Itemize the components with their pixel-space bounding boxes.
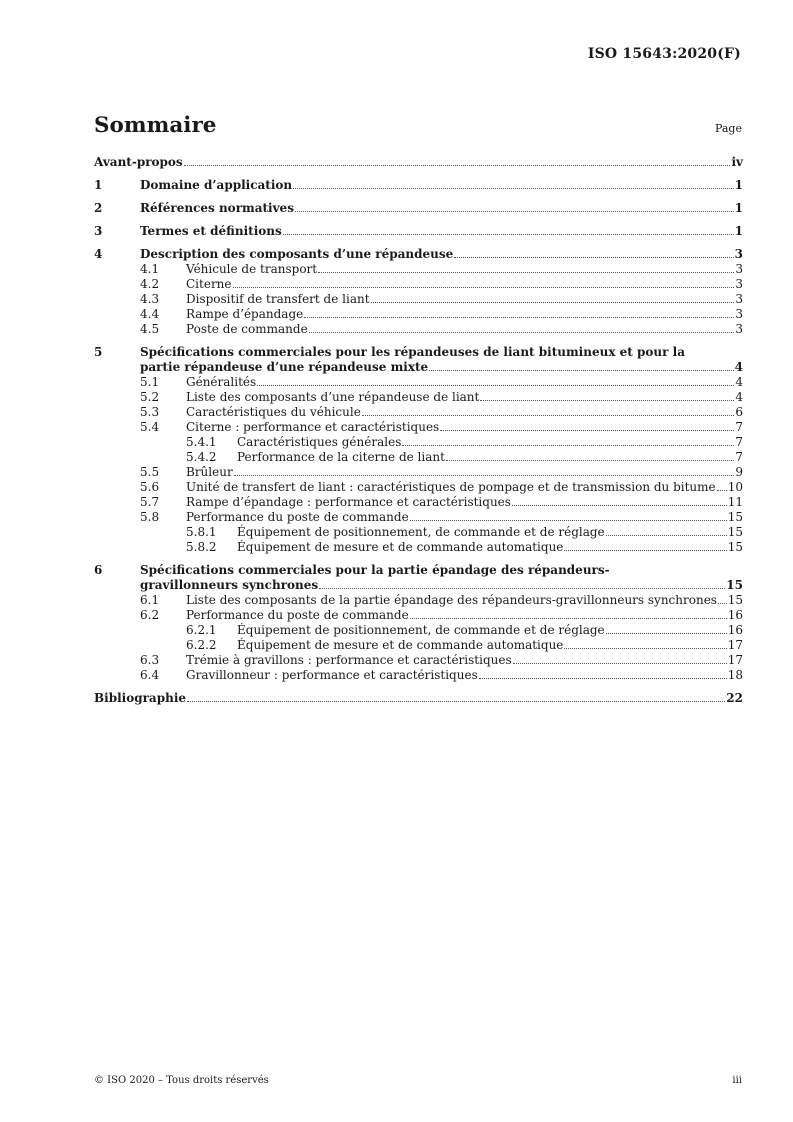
toc-entry-5-6[interactable] (94, 480, 743, 495)
toc-entry-number: 6.3 (140, 653, 160, 667)
toc-entry-5-2[interactable] (94, 390, 743, 405)
toc-entry-page: 16 (727, 608, 743, 622)
toc-entry-number: 6.4 (140, 668, 160, 682)
toc-entry-number: 5.8.1 (186, 525, 217, 539)
toc-entry-4[interactable] (94, 247, 743, 262)
toc-entry-text: Spécifications commerciales pour les répandeuses de liant bitumineux et pour la (140, 345, 685, 359)
toc-entry-3[interactable] (94, 224, 743, 239)
dot-leader (234, 465, 735, 476)
title-row (94, 113, 742, 138)
footer-copyright: © ISO 2020 – Tous droits réservés (94, 1075, 269, 1086)
toc-entry-6-2-2[interactable] (94, 638, 743, 653)
toc-entry-text: Véhicule de transport (186, 262, 318, 276)
toc-entry-text: Caractéristiques générales (237, 435, 402, 449)
toc-entry-number: 5.3 (140, 405, 160, 419)
toc-entry-5-7[interactable] (94, 495, 743, 510)
toc-entry-text: Avant-propos (94, 155, 183, 169)
toc-entry-2[interactable] (94, 201, 743, 216)
toc-entry-number: 5.6 (140, 480, 160, 494)
toc-entry-text: Brûleur (186, 465, 233, 479)
toc-entry-text: Équipement de mesure et de commande automatique (237, 540, 564, 554)
toc-entry-page: 15 (727, 540, 743, 554)
toc-entry-number: 5.1 (140, 375, 160, 389)
toc-entry-page: 4 (734, 360, 743, 374)
dot-leader (717, 480, 727, 491)
toc-entry-6-4[interactable] (94, 668, 743, 683)
toc-entry-text: Description des composants d’une répandeuse (140, 247, 454, 261)
dot-leader (319, 578, 725, 589)
page-column-label: Page (714, 122, 742, 135)
toc-entry-text: Liste des composants de la partie épandage des répandeurs-gravillonneurs synchrones (186, 593, 717, 607)
dot-leader (410, 608, 727, 619)
toc-entry-page: 7 (735, 435, 743, 449)
toc-entry-text: Équipement de positionnement, de commande et de réglage (237, 623, 605, 637)
dot-leader (410, 510, 727, 521)
dot-leader (440, 420, 734, 431)
toc-entry-text: Rampe d’épandage : performance et caractéristiques (186, 495, 511, 509)
page-title: Sommaire (94, 113, 217, 138)
toc-entry-page: 3 (735, 292, 743, 306)
toc-entry-number: 5.4.2 (186, 450, 217, 464)
toc-entry-page: 9 (735, 465, 743, 479)
toc-entry-5[interactable] (94, 345, 743, 375)
toc-entry-4-5[interactable] (94, 322, 743, 337)
toc-entry-text: Termes et définitions (140, 224, 282, 238)
toc-entry-text: Équipement de mesure et de commande automatique (237, 638, 564, 652)
toc-entry-number: 5.7 (140, 495, 160, 509)
toc-entry-page: 15 (727, 510, 743, 524)
toc-entry-number: 5.2 (140, 390, 160, 404)
toc-entry-page: 1 (734, 224, 743, 238)
toc-entry-number: 5.4 (140, 420, 160, 434)
toc-entry-page: 22 (726, 691, 743, 705)
toc-entry-number: 3 (94, 224, 103, 238)
dot-leader (429, 360, 733, 371)
toc-entry-5-line2 (94, 360, 743, 375)
dot-leader (309, 322, 735, 333)
toc-entry-1[interactable] (94, 178, 743, 193)
dot-leader (512, 495, 727, 506)
footer-page-number: iii (732, 1075, 742, 1086)
toc-entry-6-line1 (94, 563, 743, 578)
toc-entry-number: 4.3 (140, 292, 160, 306)
dot-leader (402, 435, 734, 446)
toc-entry-number: 6.2 (140, 608, 160, 622)
toc-entry-number: 6.1 (140, 593, 160, 607)
toc-entry-6[interactable] (94, 563, 743, 593)
toc-entry-text: Poste de commande (186, 322, 308, 336)
toc-entry-page: 1 (734, 178, 743, 192)
toc-entry-page: 7 (735, 420, 743, 434)
toc-entry-bibliographie[interactable] (94, 691, 743, 706)
dot-leader (187, 691, 725, 702)
toc-entry-number: 5.4.1 (186, 435, 217, 449)
toc-entry-6-2-1[interactable] (94, 623, 743, 638)
toc-entry-5-4-2[interactable] (94, 450, 743, 465)
toc-entry-number: 5.5 (140, 465, 160, 479)
toc-entry-page: 1 (734, 201, 743, 215)
toc-entry-text: Références normatives (140, 201, 294, 215)
toc-entry-text: Domaine d’application (140, 178, 293, 192)
dot-leader (513, 653, 727, 664)
toc-entry-6-line2 (94, 578, 743, 593)
toc-entry-page: 17 (727, 653, 743, 667)
toc-entry-4-4[interactable] (94, 307, 743, 322)
toc-entry-text: Généralités (186, 375, 257, 389)
toc-entry-page: 3 (735, 262, 743, 276)
toc-entry-page: 3 (735, 277, 743, 291)
dot-leader (371, 292, 735, 303)
document-code: ISO 15643:2020(F) (587, 46, 741, 62)
toc-entry-number: 6.2.1 (186, 623, 217, 637)
dot-leader (293, 178, 734, 189)
toc-entry-6-2[interactable] (94, 608, 743, 623)
toc-entry-page: 4 (735, 375, 743, 389)
toc-entry-5-4[interactable] (94, 420, 743, 435)
toc-entry-number: 6.2.2 (186, 638, 217, 652)
toc-entry-page: 15 (727, 525, 743, 539)
toc-entry-5-line1 (94, 345, 743, 360)
toc-entry-page: 15 (727, 593, 743, 607)
toc-entry-number: 4 (94, 247, 103, 261)
dot-leader (480, 390, 734, 401)
toc-entry-5-4-1[interactable] (94, 435, 743, 450)
toc-entry-page: 10 (727, 480, 743, 494)
toc-entry-page: 11 (727, 495, 743, 509)
toc-entry-6-3[interactable] (94, 653, 743, 668)
toc-entry-5-8-2[interactable] (94, 540, 743, 555)
dot-leader (295, 201, 734, 212)
toc-entry-text: gravillonneurs synchrones (140, 578, 319, 592)
dot-leader (718, 593, 727, 604)
toc-entry-number: 2 (94, 201, 103, 215)
toc-entry-text: Dispositif de transfert de liant (186, 292, 370, 306)
table-of-contents (94, 155, 743, 706)
toc-entry-5-8[interactable] (94, 510, 743, 525)
toc-entry-number: 4.1 (140, 262, 160, 276)
toc-entry-number: 5.8.2 (186, 540, 217, 554)
toc-entry-5-3[interactable] (94, 405, 743, 420)
toc-entry-5-1[interactable] (94, 375, 743, 390)
toc-entry-text: Citerne (186, 277, 232, 291)
toc-entry-text: Spécifications commerciales pour la partie épandage des répandeurs- (140, 563, 610, 577)
toc-entry-text: Rampe d’épandage (186, 307, 304, 321)
dot-leader (257, 375, 734, 386)
toc-entry-number: 1 (94, 178, 103, 192)
dot-leader (454, 247, 733, 258)
toc-entry-number: 4.2 (140, 277, 160, 291)
toc-entry-page: 16 (727, 623, 743, 637)
toc-entry-page: 18 (727, 668, 743, 682)
toc-entry-page: 7 (735, 450, 743, 464)
toc-entry-text: Bibliographie (94, 691, 187, 705)
toc-entry-text: Caractéristiques du véhicule (186, 405, 361, 419)
toc-entry-page: 15 (726, 578, 743, 592)
toc-entry-4-3[interactable] (94, 292, 743, 307)
dot-leader (606, 623, 727, 634)
dot-leader (606, 525, 727, 536)
toc-entry-page: 6 (735, 405, 743, 419)
toc-entry-number: 4.4 (140, 307, 160, 321)
toc-entry-number: 4.5 (140, 322, 160, 336)
dot-leader (446, 450, 734, 461)
toc-entry-page: 17 (727, 638, 743, 652)
toc-entry-page: 3 (735, 307, 743, 321)
toc-entry-number: 6 (94, 563, 103, 577)
toc-entry-page: 4 (735, 390, 743, 404)
dot-leader (362, 405, 735, 416)
toc-entry-text: Citerne : performance et caractéristiques (186, 420, 440, 434)
toc-entry-text: Liste des composants d’une répandeuse de liant (186, 390, 480, 404)
toc-entry-number: 5.8 (140, 510, 160, 524)
toc-entry-5-5[interactable] (94, 465, 743, 480)
dot-leader (564, 540, 726, 551)
toc-entry-text: partie répandeuse d’une répandeuse mixte (140, 360, 429, 374)
dot-leader (304, 307, 734, 318)
toc-entry-5-8-1[interactable] (94, 525, 743, 540)
toc-entry-6-1[interactable] (94, 593, 743, 608)
toc-entry-text: Gravillonneur : performance et caractéristiques (186, 668, 478, 682)
toc-entry-4-2[interactable] (94, 277, 743, 292)
dot-leader (283, 224, 734, 235)
toc-entry-text: Équipement de positionnement, de commande et de réglage (237, 525, 605, 539)
dot-leader (233, 277, 735, 288)
toc-entry-text: Performance du poste de commande (186, 608, 409, 622)
toc-entry-number: 5 (94, 345, 103, 359)
dot-leader (318, 262, 734, 273)
toc-entry-avant-propos[interactable] (94, 155, 743, 170)
toc-entry-page: 3 (734, 247, 743, 261)
toc-entry-4-1[interactable] (94, 262, 743, 277)
toc-entry-text: Trémie à gravillons : performance et caractéristiques (186, 653, 512, 667)
dot-leader (184, 155, 731, 166)
toc-entry-page: iv (731, 155, 743, 169)
toc-entry-text: Performance de la citerne de liant (237, 450, 445, 464)
toc-entry-text: Performance du poste de commande (186, 510, 409, 524)
toc-entry-page: 3 (735, 322, 743, 336)
toc-entry-text: Unité de transfert de liant : caractéristiques de pompage et de transmission du bitume (186, 480, 716, 494)
dot-leader (479, 668, 727, 679)
dot-leader (564, 638, 726, 649)
